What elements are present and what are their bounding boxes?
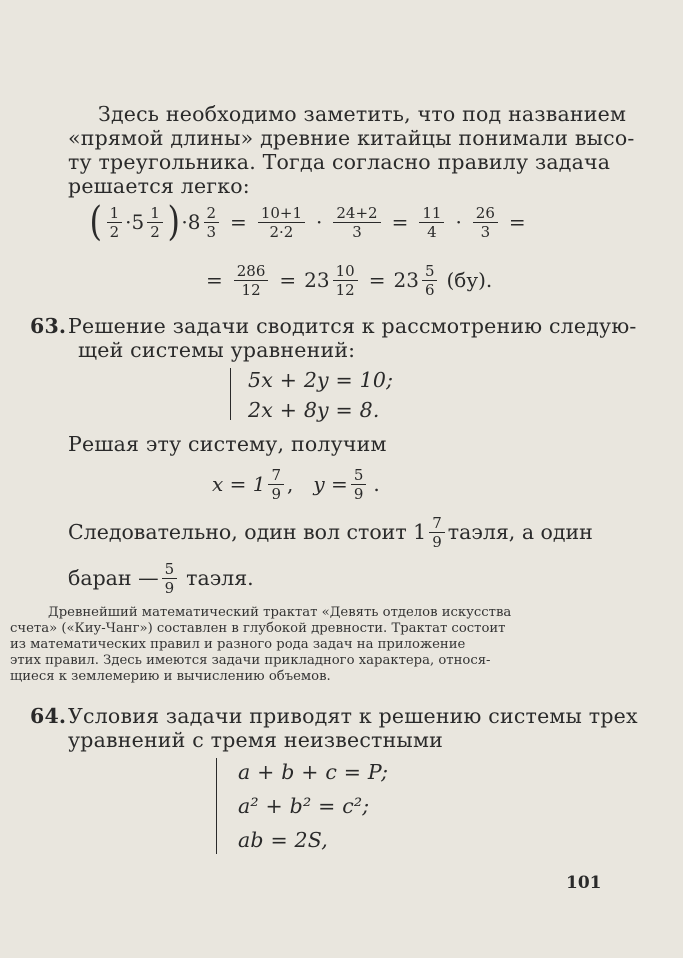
fraction: $\frac{5}{9}$ (351, 467, 367, 502)
problem-64-number: 64. (30, 704, 67, 728)
p63-ram: баран — $\frac{5}{9}$ таэля. (68, 559, 254, 597)
fraction: $\frac{5}{9}$ (162, 561, 178, 596)
note-line-2: счета» («Киу-Чанг») составлен в глубокой древности. Трактат состоит (10, 621, 506, 636)
intro-line-3: ту треугольника. Тогда согласно правилу задача (68, 150, 611, 174)
left-paren: ( (89, 199, 103, 245)
system-64-eq-3: ab = 2S, (238, 828, 329, 852)
p63-conclusion: Следовательно, один вол стоит 1 $\frac{7}{9}$ таэля, а один (68, 513, 593, 551)
system-64-eq-2: a² + b² = c²; (238, 794, 370, 818)
intro-line-2: «прямой длины» древние китайцы понимали высо- (68, 126, 635, 150)
system-63-eq-1: 5x + 2y = 10; (248, 368, 394, 392)
p63-line-2: щей системы уравнений: (78, 338, 356, 362)
equation-2: = $\frac{286}{12}$ = 23 $\frac{10}{12}$ = 23 $\frac{5}{6}$ (бу). (206, 261, 493, 299)
note-line-4: этих правил. Здесь имеются задачи прикладного характера, относя- (10, 653, 491, 668)
system-64-eq-1: a + b + c = P; (238, 760, 389, 784)
p63-solve-line: Решая эту систему, получим (68, 432, 387, 456)
fraction: $\frac{10}{12}$ (333, 263, 358, 298)
fraction: $\frac{286}{12}$ (234, 263, 269, 298)
fraction: $\frac{10+1}{2\cdot 2}$ (258, 205, 305, 240)
number: 5 (131, 210, 145, 234)
system-brace (230, 368, 231, 420)
note-line-3: из математических правил и разного рода задач на приложение (10, 637, 466, 652)
p64-line-1: Условия задачи приводят к решению системы трех (68, 704, 638, 728)
fraction: $\frac{2}{3}$ (204, 205, 220, 240)
note-line-5: щиеся к землемерию и вычислению объемов. (10, 669, 331, 684)
p63-line-1: Решение задачи сводится к рассмотрению следую- (68, 314, 637, 338)
page-number: 101 (566, 873, 602, 893)
fraction: $\frac{1}{2}$ (147, 205, 163, 240)
system-63-eq-2: 2x + 8y = 8. (248, 398, 380, 422)
note-line-1: Древнейший математический трактат «Девять отделов искусства (48, 605, 512, 620)
fraction: $\frac{7}{9}$ (268, 467, 284, 502)
fraction: $\frac{24+2}{3}$ (333, 205, 380, 240)
problem-63-number: 63. (30, 314, 67, 338)
fraction: $\frac{1}{2}$ (107, 205, 123, 240)
p64-line-2: уравнений с тремя неизвестными (68, 728, 443, 752)
solution-63: x = 1 $\frac{7}{9}$ , y = $\frac{5}{9}$ . (212, 465, 380, 503)
number: 8 (187, 210, 201, 234)
right-paren: ) (167, 199, 180, 245)
fraction: $\frac{7}{9}$ (429, 515, 445, 550)
fraction: $\frac{5}{6}$ (422, 263, 438, 298)
intro-line-1: Здесь необходимо заметить, что под названием (98, 102, 627, 126)
system-brace (216, 758, 217, 854)
fraction: $\frac{26}{3}$ (473, 205, 498, 240)
intro-line-4: решается легко: (68, 174, 250, 198)
fraction: $\frac{11}{4}$ (419, 205, 444, 240)
unit: (бу). (446, 268, 493, 292)
equation-1: ( $\frac{1}{2}$ · 5 $\frac{1}{2}$ ) · 8 $\frac{2}{3}$ = $\frac{10+1}{2\cdot 2}$ · $\frac{24+2}{3}$ = $\frac{11}{4}$ · $\frac{26}{3}$ = (89, 199, 526, 245)
